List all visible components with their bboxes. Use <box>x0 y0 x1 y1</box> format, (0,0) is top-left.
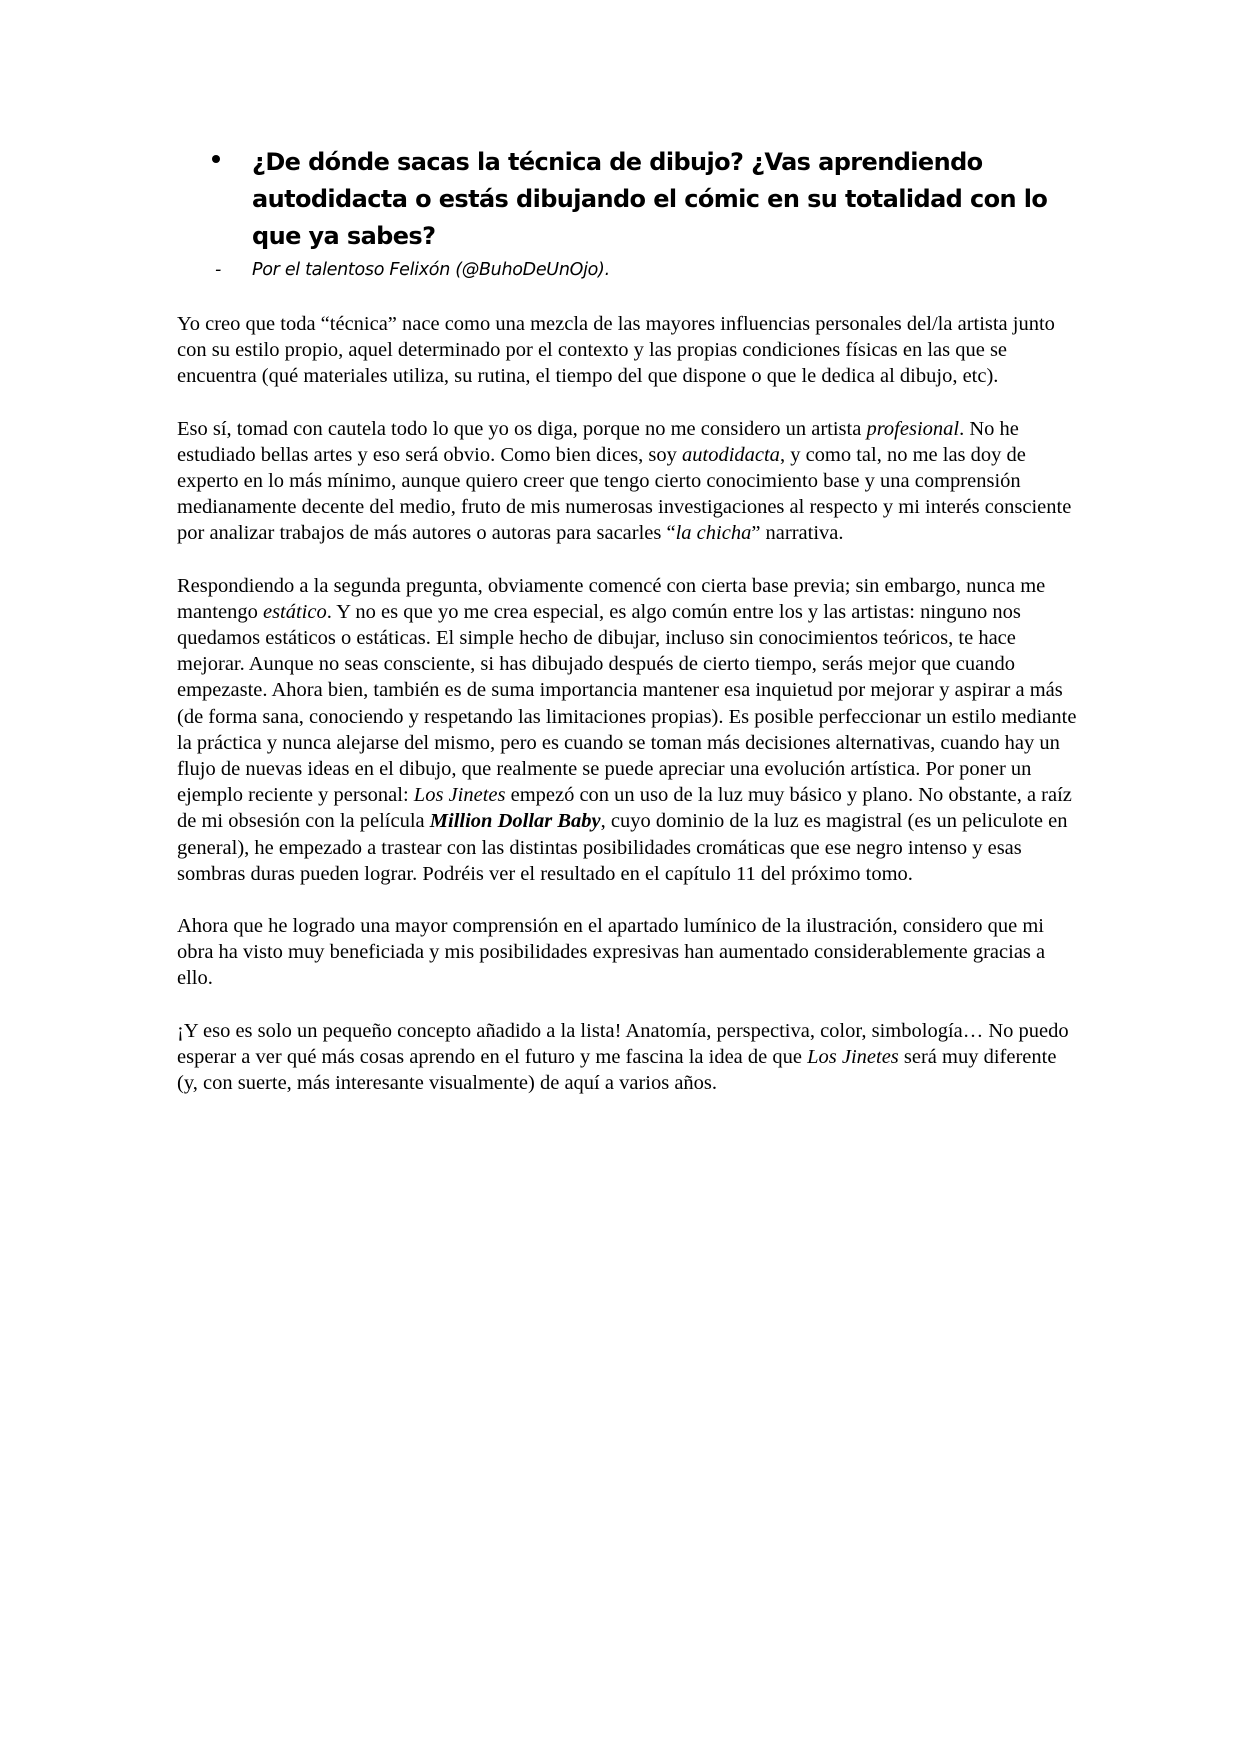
paragraph-3 <box>177 573 1077 887</box>
paragraph-4: Ahora que he logrado una mayor comprensión en el apartado lumínico de la ilustración, considero que mi obra ha visto muy beneficiada y mis posibilidades expresivas han aumentado considerablemente gracias a ello. <box>177 915 1046 990</box>
text-span: Respondiendo a la segunda pregunta, obviamente comencé con cierta base previa; sin embargo, nunca me mantengo <box>177 574 1046 623</box>
question-item <box>212 144 1092 255</box>
answer-body <box>177 311 1077 1122</box>
credit-text: Por el talentoso Felixón (@BuhoDeUnOjo). <box>252 260 610 280</box>
italic-span: profesional <box>866 417 960 440</box>
paragraph-5 <box>177 1018 1077 1097</box>
bold-italic-film-title: Million Dollar Baby <box>429 810 601 833</box>
text-span: ” narrativa. <box>751 522 844 545</box>
text-span: , cuyo dominio de la luz es magistral (es un peliculote en general), he empezado a trastear con las distintas posibilidades cromáticas que ese negro intenso y esas sombras duras pueden lograr. Podréis ver el resultado en el capítulo 11 del próximo tomo. <box>177 810 1068 885</box>
italic-span: Los Jinetes <box>413 784 506 807</box>
paragraph-1: Yo creo que toda “técnica” nace como una mezcla de las mayores influencias personales del/la artista junto con su estilo propio, aquel determinado por el contexto y las propias condiciones físicas en las que se encuentra (qué materiales utiliza, su rutina, el tiempo del que dispone o que le dedica al dibujo, etc). <box>177 313 1055 388</box>
question-heading: ¿De dónde sacas la técnica de dibujo? ¿Vas aprendiendo autodidacta o estás dibujando el cómic en su totalidad con lo que ya sabes? <box>252 148 1048 250</box>
text-span: . Y no es que yo me crea especial, es algo común entre los y las artistas: ninguno nos quedamos estáticos o estáticas. El simple hecho de dibujar, incluso sin conocimientos teóricos, te hace mejorar. Aunque no seas consciente, si has dibujado después de cierto tiempo, serás mejor que cuando empezaste. Ahora bien, también es de suma importancia mantener esa inquietud por mejorar y aspirar a más (de forma sana, conociendo y respetando las limitaciones propias). Es posible perfeccionar un estilo mediante la práctica y nunca alejarse del mismo, pero es cuando se toman más decisiones alternativas, cuando hay un flujo de nuevas ideas en el dibujo, que realmente se puede apreciar una evolución artística. Por poner un ejemplo reciente y personal: <box>177 600 1077 807</box>
text-span: ¡Y eso es solo un pequeño concepto añadido a la lista! Anatomía, perspectiva, color, simbología… No puedo esperar a ver qué más cosas aprendo en el futuro y me fascina la idea de que <box>177 1019 1069 1068</box>
italic-span: autodidacta <box>682 443 780 466</box>
text-span: , y como tal, no me las doy de experto en lo más mínimo, aunque quiero creer que tengo cierto conocimiento base y una comprensión medianamente decente del medio, fruto de mis numerosas investigaciones al respecto y mi interés consciente por analizar trabajos de más autores o autoras para sacarles “ <box>177 443 1072 545</box>
text-span: empezó con un uso de la luz muy básico y plano. No obstante, a raíz de mi obsesión con la película <box>177 784 1072 833</box>
question-credit <box>215 258 610 282</box>
italic-span: la chicha <box>675 522 752 545</box>
italic-span: estático <box>262 600 327 623</box>
text-span: . No he estudiado bellas artes y eso será obvio. Como bien dices, soy <box>177 417 1019 466</box>
italic-span: Los Jinetes <box>807 1045 899 1068</box>
bullet-icon <box>212 155 220 163</box>
text-span: Eso sí, tomad con cautela todo lo que yo os diga, porque no me considero un artista <box>177 417 867 440</box>
text-span: será muy diferente (y, con suerte, más interesante visualmente) de aquí a varios años. <box>177 1045 1057 1095</box>
paragraph-2 <box>177 416 1077 547</box>
credit-dash: - <box>215 260 222 280</box>
